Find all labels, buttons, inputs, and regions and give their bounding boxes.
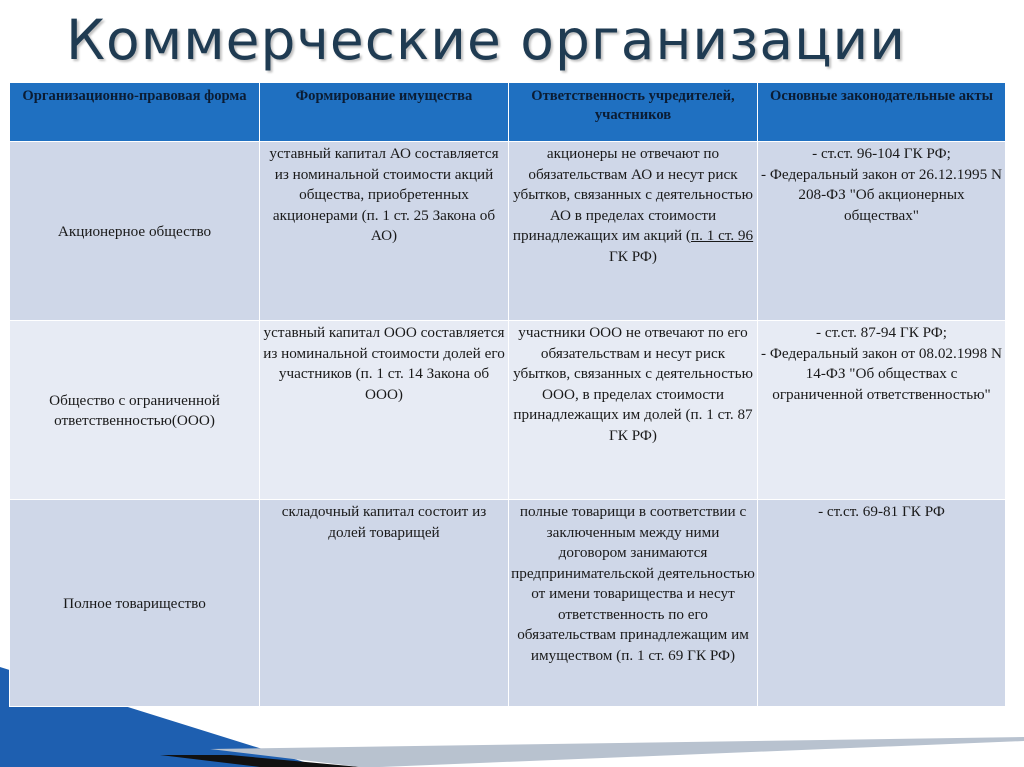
acts-line: - Федеральный закон от 26.12.1995 N 208-ФЗ "Об акционерных обществах" — [761, 165, 1002, 224]
page-title: Коммерческие организации — [66, 8, 907, 72]
property-cell: уставный капитал АО составляется из номинальной стоимости акций общества, приобретенных акционерами (п. 1 ст. 25 Закона об АО) — [260, 142, 509, 321]
acts-cell — [758, 321, 1006, 500]
organizations-table — [9, 82, 1006, 707]
acts-cell — [758, 142, 1006, 321]
liability-cell: полные товарищи в соответствии с заключенным между ними договором занимаются предпринимательской деятельностью от имени товарищества и несут ответственность по его обязательствам принадлежащим им имуществом (п. 1 ст. 69 ГК РФ) — [509, 500, 758, 707]
table-header-row — [10, 83, 1006, 142]
header-liability: Ответственность учредителей, участников — [509, 83, 758, 142]
header-acts: Основные законодательные акты — [758, 83, 1006, 142]
form-cell: Акционерное общество — [10, 142, 260, 321]
law-link[interactable]: п. 1 ст. 96 — [690, 227, 754, 244]
table-row — [10, 500, 1006, 707]
acts-line: - Федеральный закон от 08.02.1998 N 14-ФЗ "Об обществах с ограниченной ответственностью" — [761, 344, 1002, 403]
header-property: Формирование имущества — [260, 83, 509, 142]
header-form: Организационно-правовая форма — [10, 83, 260, 142]
table-row — [10, 321, 1006, 500]
acts-line: - ст.ст. 96-104 ГК РФ; — [812, 145, 951, 162]
black-stripe — [160, 755, 360, 767]
liability-text: акционеры не отвечают по обязательствам АО и несут риск убытков, связанных с деятельностью АО в пределах стоимости принадлежащих им акций ( — [512, 145, 753, 244]
form-cell: Общество с ограниченной ответственностью(ООО) — [10, 321, 260, 500]
acts-cell: - ст.ст. 69-81 ГК РФ — [758, 500, 1006, 707]
grey-stripe — [210, 737, 1024, 767]
liability-text-end: ГК РФ) — [609, 247, 657, 265]
liability-cell — [509, 142, 758, 321]
table-row — [10, 142, 1006, 321]
property-cell: уставный капитал ООО составляется из номинальной стоимости долей его участников (п. 1 ст. 14 Закона об ООО) — [260, 321, 509, 500]
liability-cell: участники ООО не отвечают по его обязательствам и несут риск убытков, связанных с деятельностью ООО, в пределах стоимости принадлежащих им долей (п. 1 ст. 87 ГК РФ) — [509, 321, 758, 500]
acts-line: - ст.ст. 87-94 ГК РФ; — [815, 324, 948, 341]
property-cell: складочный капитал состоит из долей товарищей — [260, 500, 509, 707]
form-cell: Полное товарищество — [10, 500, 260, 707]
